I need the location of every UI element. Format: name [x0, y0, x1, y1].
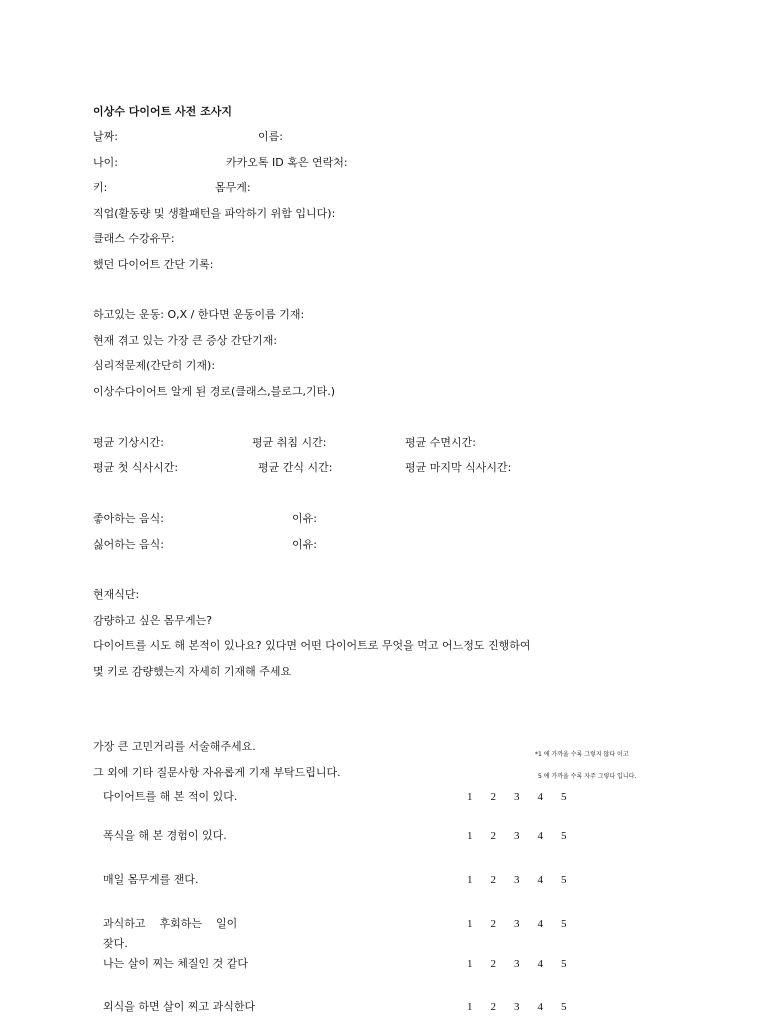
question-2-scale: [467, 829, 585, 843]
contact-label: 카카오톡 ID 혹은 연락처:: [226, 156, 348, 169]
target-weight-label: 감량하고 싶은 몸무게는?: [93, 614, 213, 627]
question-1-scale: [467, 790, 585, 804]
scale-option-2[interactable]: 2: [490, 1001, 496, 1013]
scale-option-5[interactable]: 5: [561, 1001, 567, 1013]
last-meal-label: 평균 마지막 식사시간:: [405, 461, 512, 474]
scale-option-2[interactable]: 2: [490, 918, 496, 930]
exercise-label: 하고있는 운동: O,X / 한다면 운동이름 기재:: [93, 308, 305, 321]
scale-note-line-1: *1 에 가까울 수록 그렇지 않다 이고: [535, 751, 629, 758]
scale-option-4[interactable]: 4: [537, 918, 543, 930]
bed-time-label: 평균 취침 시간:: [252, 436, 327, 449]
question-6-scale: [467, 1000, 585, 1014]
scale-option-1[interactable]: 1: [467, 958, 473, 970]
scale-option-3[interactable]: 3: [514, 830, 520, 842]
diet-history-line-2: 몇 키로 감량했는지 자세히 기재해 주세요: [93, 665, 292, 678]
wake-time-label: 평균 기상시간:: [93, 436, 164, 449]
scale-option-5[interactable]: 5: [561, 874, 567, 886]
scale-option-3[interactable]: 3: [514, 1001, 520, 1013]
first-meal-label: 평균 첫 식사시간:: [93, 461, 179, 474]
route-label: 이상수다이어트 알게 된 경로(클래스,블로그,기타.): [93, 385, 336, 398]
sleep-time-label: 평균 수면시간:: [405, 436, 476, 449]
question-6-text: 외식을 하면 살이 찌고 과식한다: [103, 1000, 256, 1013]
like-reason-label: 이유:: [292, 512, 317, 525]
scale-option-4[interactable]: 4: [537, 830, 543, 842]
question-5-scale: [467, 957, 585, 971]
question-4-text-cont: 잦다.: [103, 937, 128, 950]
scale-option-3[interactable]: 3: [514, 874, 520, 886]
scale-option-2[interactable]: 2: [490, 791, 496, 803]
snack-time-label: 평균 간식 시간:: [258, 461, 333, 474]
weight-label: 몸무게:: [215, 181, 251, 194]
scale-option-5[interactable]: 5: [561, 918, 567, 930]
concern-label: 가장 큰 고민거리를 서술해주세요.: [93, 740, 256, 753]
date-label: 날짜:: [93, 130, 118, 143]
scale-option-1[interactable]: 1: [467, 918, 473, 930]
dislike-food-label: 싫어하는 음식:: [93, 538, 164, 551]
scale-option-4[interactable]: 4: [537, 958, 543, 970]
height-label: 키:: [93, 181, 108, 194]
scale-option-2[interactable]: 2: [490, 874, 496, 886]
question-4-scale: [467, 917, 585, 931]
current-diet-label: 현재식단:: [93, 588, 140, 601]
scale-option-5[interactable]: 5: [561, 791, 567, 803]
other-questions-label: 그 외에 기타 질문사항 자유롭게 기재 부탁드립니다.: [93, 766, 341, 779]
scale-option-4[interactable]: 4: [537, 874, 543, 886]
scale-option-5[interactable]: 5: [561, 830, 567, 842]
scale-option-1[interactable]: 1: [467, 874, 473, 886]
question-1-text: 다이어트를 해 본 적이 있다.: [103, 790, 238, 803]
scale-option-4[interactable]: 4: [537, 1001, 543, 1013]
scale-option-2[interactable]: 2: [490, 958, 496, 970]
scale-option-4[interactable]: 4: [537, 791, 543, 803]
scale-option-3[interactable]: 3: [514, 791, 520, 803]
document-title: 이상수 다이어트 사전 조사지: [93, 105, 232, 118]
job-label: 직업(활동량 및 생활패턴을 파악하기 위함 입니다):: [93, 207, 336, 220]
scale-option-1[interactable]: 1: [467, 830, 473, 842]
class-label: 클래스 수강유무:: [93, 232, 175, 245]
scale-note-line-2: 5 에 가까울 수록 자주 그렇다 입니다.: [538, 773, 637, 780]
scale-option-1[interactable]: 1: [467, 1001, 473, 1013]
like-food-label: 좋아하는 음식:: [93, 512, 164, 525]
scale-option-3[interactable]: 3: [514, 958, 520, 970]
scale-option-3[interactable]: 3: [514, 918, 520, 930]
diet-history-line-1: 다이어트를 시도 해 본적이 있나요? 있다면 어떤 다이어트로 무엇을 먹고 어느정도 진행하여: [93, 639, 531, 652]
question-3-text: 매일 몸무게를 잰다.: [103, 873, 199, 886]
psych-label: 심리적문제(간단히 기재):: [93, 359, 216, 372]
question-5-text: 나는 살이 찌는 체질인 것 같다: [103, 957, 248, 970]
question-4-text: 과식하고 후회하는 일이: [103, 917, 238, 930]
scale-option-2[interactable]: 2: [490, 830, 496, 842]
scale-option-1[interactable]: 1: [467, 791, 473, 803]
question-2-text: 폭식을 해 본 경험이 있다.: [103, 829, 227, 842]
question-3-scale: [467, 873, 585, 887]
past-diet-label: 했던 다이어트 간단 기록:: [93, 258, 214, 271]
age-label: 나이:: [93, 156, 118, 169]
dislike-reason-label: 이유:: [292, 538, 317, 551]
name-label: 이름:: [258, 130, 283, 143]
scale-option-5[interactable]: 5: [561, 958, 567, 970]
symptom-label: 현재 겪고 있는 가장 큰 증상 간단기재:: [93, 334, 278, 347]
